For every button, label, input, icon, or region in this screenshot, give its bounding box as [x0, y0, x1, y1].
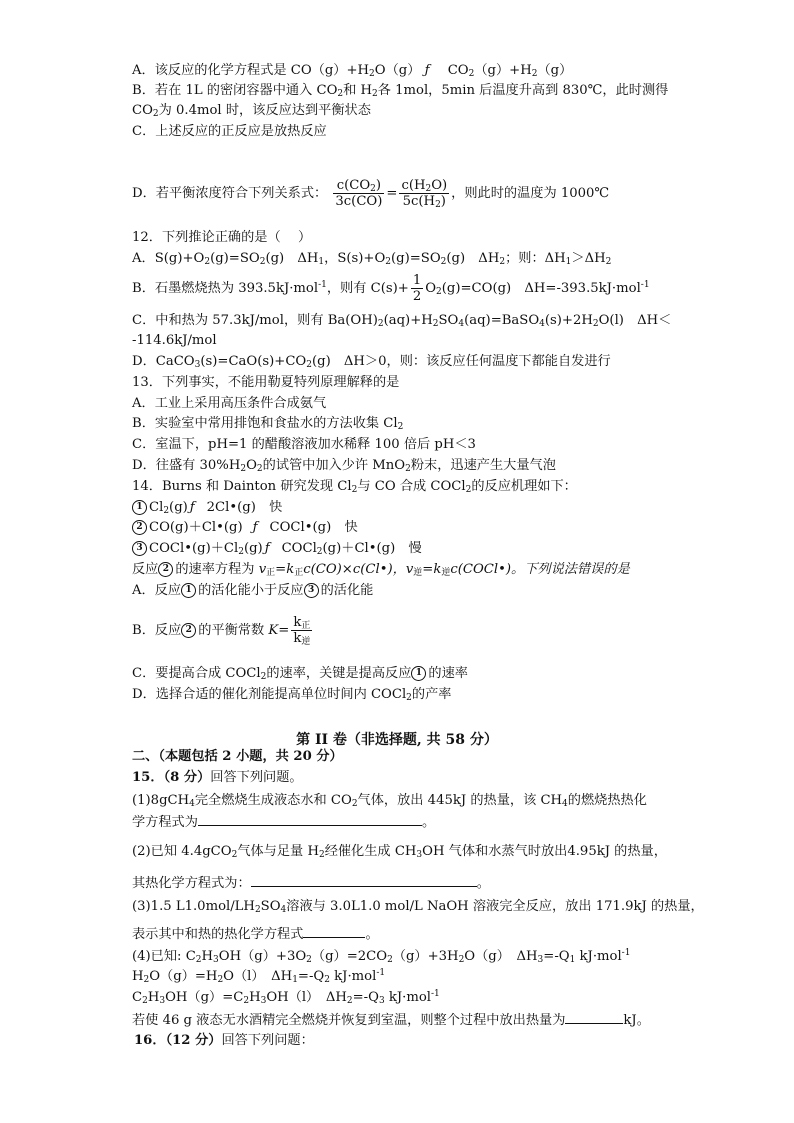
q15-part2-line1: (2)已知 4.4gCO$_2$气体与足量 $H_2$经催化生成 $CH_3OH$ 气体和水蒸气时放出4.95kJ 的热量，: [132, 844, 667, 860]
fraction-h2o: $\frac{c(H_2O)}{5c(H_2)}$: [401, 178, 448, 210]
q11-option-b-line1: B．若在 1L 的密闭容器中通入 $CO_2$和 $H_2$各 1mol，5min 后温度升高到 830℃，此时测得: [132, 83, 669, 99]
q14-option-d: D．选择合适的催化剂能提高单位时间内 COCl$_2$的产率: [132, 687, 452, 703]
answer-blank-1[interactable]: [198, 813, 422, 826]
q12-stem: 12．下列推论正确的是（ ）: [132, 230, 312, 245]
q15-part1-line1: (1)8gCH$_4$完全燃烧生成液态水和 $CO_2$气体，放出 445kJ 的热量，该 $CH_4$的燃烧热热化: [132, 793, 647, 809]
section-heading: 二、（本题包括 2 小题，共 20 分）: [132, 749, 343, 764]
q13-stem: 13．下列事实，不能用勒夏特列原理解释的是: [132, 375, 400, 390]
q13-option-a: A．工业上采用高压条件合成氨气: [132, 396, 327, 411]
q12-option-c-line1: C．中和热为 57.3kJ/mol，则有 $Ba(OH)_2(aq)+H_2SO_4(aq)=BaSO_4(s)+2H_2O(l)$ ΔH＜: [132, 313, 672, 329]
q13-option-c: C．室温下，pH=1 的醋酸溶液加水稀释 100 倍后 pH＜3: [132, 437, 476, 452]
q14-rate-equation: 反应 2 的速率方程为 $v_正=k_正c(CO)\times c(Cl•)$，$v_逆=k_逆c(COCl•)$。下列说法错误的是: [132, 562, 630, 578]
q12-option-a: A．$S(g)+O_2(g)=SO_2(g)$ $\Delta H_1$，$S(s)+O_2(g)=SO_2(g)$ $\Delta H_2$；则：$\Delta H_1>\Delta H_2$: [132, 251, 612, 267]
q14-reaction-3: 3 $COCl•(g)+Cl_2(g)$ ƒ COCl$_2$(g)＋Cl•(g) 慢: [132, 540, 422, 558]
q15-part3-line2: 表示其中和热的热化学方程式 。: [132, 927, 379, 942]
q13-option-d: D．往盛有 $30\%H_2O_2$的试管中加入少许 MnO$_2$粉末，迅速产生大量气泡: [132, 458, 556, 474]
answer-blank-2[interactable]: [251, 874, 477, 887]
q14-option-c: C．要提高合成 COCl$_2$的速率，关键是提高反应 1 的速率: [132, 666, 468, 682]
answer-blank-4[interactable]: [565, 1011, 623, 1024]
q14-option-b: B．反应 2 的平衡常数 K= $\frac{k_正}{k_逆}$: [132, 615, 311, 647]
q15-part4-eq1: (4)已知: $C_2H_3OH(g)+3O_2(g)=2CO_2(g)+3H_2O(g)$ $\Delta H_3=-Q_1$ kJ·mol$^{-1}$: [132, 948, 631, 965]
q11-option-b-line2: $CO_2$为 0.4mol 时，该反应达到平衡状态: [132, 103, 371, 119]
q15-stem: 15．（8 分）回答下列问题。: [132, 770, 303, 785]
answer-blank-3[interactable]: [303, 925, 365, 938]
q12-option-c-line2: -114.6kJ/mol: [132, 333, 217, 348]
q15-part4-eq3: $C_2H_3OH(g)=C_2H_3OH(l)$ $\Delta H_2=-Q_3$ kJ·mol$^{-1}$: [132, 989, 440, 1006]
q14-option-a: A．反应 1 的活化能小于反应 3 的活化能: [132, 583, 374, 598]
q13-option-b: B．实验室中常用排饱和食盐水的方法收集 $Cl_2$: [132, 416, 404, 432]
q15-part3-line1: (3)1.5 $L1.0mol/LH_2SO_4$溶液与 3.0L1.0 mol/L NaOH 溶液完全反应，放出 171.9kJ 的热量，: [132, 899, 704, 915]
part2-title: 第 II 卷（非选择题, 共 58 分）: [296, 732, 498, 748]
q15-part1-line2: 学方程式为 。: [132, 815, 436, 830]
q15-part4-question: 若使 46 g 液态无水酒精完全燃烧并恢复到室温，则整个过程中放出热量为 kJ。: [132, 1013, 650, 1028]
q15-part4-eq2: $H_2O(g)=H_2O(l)$ $\Delta H_1=-Q_2$ kJ·mol$^{-1}$: [132, 968, 386, 985]
q14-reaction-2: 2 CO(g)＋Cl•(g) ƒ COCl•(g) 快: [132, 519, 358, 537]
q16-stem: 16．（12 分）回答下列问题：: [134, 1033, 314, 1048]
q11-option-c: C．上述反应的正反应是放热反应: [132, 124, 327, 139]
q12-option-b: B．石墨燃烧热为 393.5kJ·mol$^{-1}$，则有 C(s)+ $\frac{1}{2}$ $O_2(g)=CO(g)$ ΔH=-393.5kJ·mol$^{-1}$: [132, 273, 650, 304]
q14-reaction-1: 1 $Cl_2(g)$ ƒ 2Cl•(g) 快: [132, 499, 282, 517]
q11-option-d: D．若平衡浓度符合下列关系式： $\frac{c(CO_2)}{3c(CO)}$ = $\frac{c(H_2O)}{5c(H_2)}$ ，则此时的温度为 1000℃: [132, 178, 610, 210]
fraction-co2: $\frac{c(CO_2)}{3c(CO)}$: [335, 178, 383, 209]
q11-option-a: A．该反应的化学方程式是 $CO(g)+H_2O(g)$ ƒ $CO_2(g)+H_2(g)$: [132, 63, 573, 79]
q14-stem: 14．Burns 和 Dainton 研究发现 $Cl_2$与 CO 合成 COCl$_2$的反应机理如下：: [132, 479, 577, 495]
q15-part2-line2: 其热化学方程式为： 。: [132, 876, 490, 891]
q12-option-d: D．$CaCO_3(s)=CaO(s)+CO_2(g)$ ΔH＞0，则：该反应任何温度下都能自发进行: [132, 354, 611, 370]
